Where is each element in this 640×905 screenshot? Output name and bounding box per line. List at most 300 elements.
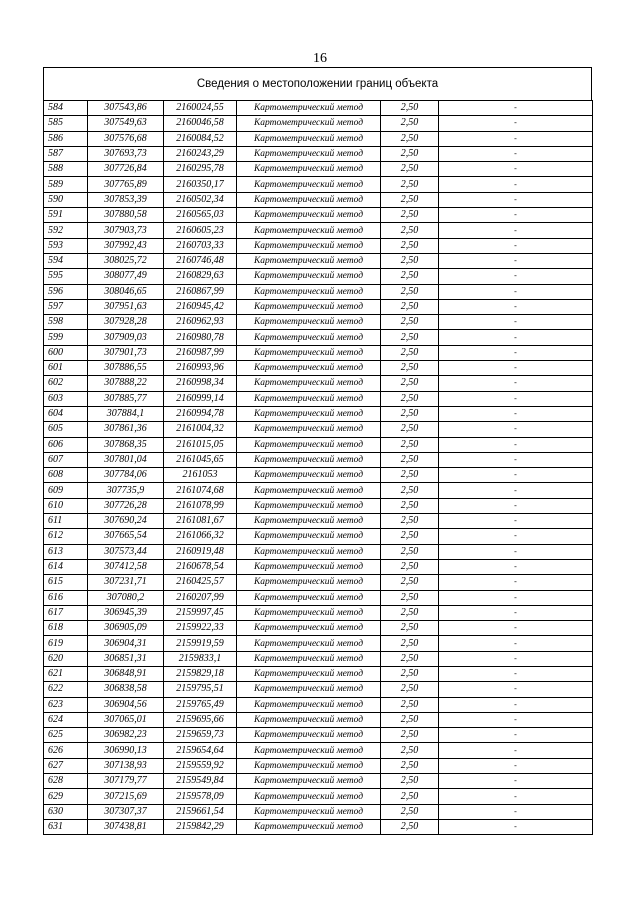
accuracy-cell: 2,50 xyxy=(381,177,439,192)
x-coordinate-cell: 307992,43 xyxy=(88,238,164,253)
y-coordinate-cell: 2159578,09 xyxy=(164,789,237,804)
x-coordinate-cell: 308025,72 xyxy=(88,253,164,268)
x-coordinate-cell: 307884,1 xyxy=(88,406,164,421)
note-cell: - xyxy=(439,514,593,529)
accuracy-cell: 2,50 xyxy=(381,299,439,314)
method-cell: Картометрический метод xyxy=(237,208,381,223)
x-coordinate-cell: 307735,9 xyxy=(88,483,164,498)
x-coordinate-cell: 306982,23 xyxy=(88,728,164,743)
method-cell: Картометрический метод xyxy=(237,315,381,330)
note-cell: - xyxy=(439,330,593,345)
y-coordinate-cell: 2160605,23 xyxy=(164,223,237,238)
table-row xyxy=(44,208,593,223)
note-cell: - xyxy=(439,605,593,620)
table-row xyxy=(44,728,593,743)
y-coordinate-cell: 2160919,48 xyxy=(164,544,237,559)
point-number-cell: 625 xyxy=(44,728,88,743)
point-number-cell: 628 xyxy=(44,774,88,789)
y-coordinate-cell: 2161004,32 xyxy=(164,422,237,437)
point-number-cell: 597 xyxy=(44,299,88,314)
point-number-cell: 605 xyxy=(44,422,88,437)
y-coordinate-cell: 2160993,96 xyxy=(164,361,237,376)
accuracy-cell: 2,50 xyxy=(381,101,439,116)
accuracy-cell: 2,50 xyxy=(381,590,439,605)
accuracy-cell: 2,50 xyxy=(381,468,439,483)
x-coordinate-cell: 307868,35 xyxy=(88,437,164,452)
x-coordinate-cell: 306945,39 xyxy=(88,605,164,620)
method-cell: Картометрический метод xyxy=(237,651,381,666)
table-row xyxy=(44,177,593,192)
table-caption: Сведения о местоположении границ объекта xyxy=(43,67,592,100)
method-cell: Картометрический метод xyxy=(237,483,381,498)
table-row xyxy=(44,315,593,330)
point-number-cell: 595 xyxy=(44,269,88,284)
method-cell: Картометрический метод xyxy=(237,452,381,467)
accuracy-cell: 2,50 xyxy=(381,514,439,529)
accuracy-cell: 2,50 xyxy=(381,544,439,559)
x-coordinate-cell: 306848,91 xyxy=(88,666,164,681)
method-cell: Картометрический метод xyxy=(237,666,381,681)
x-coordinate-cell: 307080,2 xyxy=(88,590,164,605)
x-coordinate-cell: 307138,93 xyxy=(88,758,164,773)
y-coordinate-cell: 2160565,03 xyxy=(164,208,237,223)
point-number-cell: 608 xyxy=(44,468,88,483)
boundary-table-sheet xyxy=(43,67,592,835)
point-number-cell: 586 xyxy=(44,131,88,146)
note-cell: - xyxy=(439,391,593,406)
point-number-cell: 616 xyxy=(44,590,88,605)
method-cell: Картометрический метод xyxy=(237,544,381,559)
accuracy-cell: 2,50 xyxy=(381,330,439,345)
note-cell: - xyxy=(439,376,593,391)
y-coordinate-cell: 2159795,51 xyxy=(164,682,237,697)
y-coordinate-cell: 2161074,68 xyxy=(164,483,237,498)
point-number-cell: 610 xyxy=(44,498,88,513)
y-coordinate-cell: 2159922,33 xyxy=(164,621,237,636)
accuracy-cell: 2,50 xyxy=(381,391,439,406)
point-number-cell: 594 xyxy=(44,253,88,268)
method-cell: Картометрический метод xyxy=(237,192,381,207)
method-cell: Картометрический метод xyxy=(237,101,381,116)
point-number-cell: 607 xyxy=(44,452,88,467)
note-cell: - xyxy=(439,101,593,116)
table-row xyxy=(44,804,593,819)
method-cell: Картометрический метод xyxy=(237,223,381,238)
y-coordinate-cell: 2160046,58 xyxy=(164,116,237,131)
note-cell: - xyxy=(439,284,593,299)
method-cell: Картометрический метод xyxy=(237,789,381,804)
method-cell: Картометрический метод xyxy=(237,621,381,636)
method-cell: Картометрический метод xyxy=(237,605,381,620)
point-number-cell: 611 xyxy=(44,514,88,529)
x-coordinate-cell: 307888,22 xyxy=(88,376,164,391)
y-coordinate-cell: 2160703,33 xyxy=(164,238,237,253)
table-row xyxy=(44,253,593,268)
method-cell: Картометрический метод xyxy=(237,345,381,360)
table-row xyxy=(44,514,593,529)
x-coordinate-cell: 307412,58 xyxy=(88,559,164,574)
table-row xyxy=(44,223,593,238)
y-coordinate-cell: 2160994,78 xyxy=(164,406,237,421)
point-number-cell: 589 xyxy=(44,177,88,192)
method-cell: Картометрический метод xyxy=(237,498,381,513)
x-coordinate-cell: 307307,37 xyxy=(88,804,164,819)
note-cell: - xyxy=(439,361,593,376)
y-coordinate-cell: 2159833,1 xyxy=(164,651,237,666)
accuracy-cell: 2,50 xyxy=(381,712,439,727)
method-cell: Картометрический метод xyxy=(237,758,381,773)
note-cell: - xyxy=(439,758,593,773)
y-coordinate-cell: 2161015,05 xyxy=(164,437,237,452)
accuracy-cell: 2,50 xyxy=(381,743,439,758)
note-cell: - xyxy=(439,269,593,284)
accuracy-cell: 2,50 xyxy=(381,253,439,268)
x-coordinate-cell: 307901,73 xyxy=(88,345,164,360)
y-coordinate-cell: 2160999,14 xyxy=(164,391,237,406)
note-cell: - xyxy=(439,345,593,360)
accuracy-cell: 2,50 xyxy=(381,666,439,681)
accuracy-cell: 2,50 xyxy=(381,728,439,743)
y-coordinate-cell: 2160678,54 xyxy=(164,559,237,574)
accuracy-cell: 2,50 xyxy=(381,223,439,238)
y-coordinate-cell: 2159842,29 xyxy=(164,819,237,834)
table-row xyxy=(44,269,593,284)
note-cell: - xyxy=(439,299,593,314)
x-coordinate-cell: 306838,58 xyxy=(88,682,164,697)
table-row xyxy=(44,116,593,131)
accuracy-cell: 2,50 xyxy=(381,774,439,789)
x-coordinate-cell: 307726,28 xyxy=(88,498,164,513)
y-coordinate-cell: 2161045,65 xyxy=(164,452,237,467)
accuracy-cell: 2,50 xyxy=(381,406,439,421)
x-coordinate-cell: 307885,77 xyxy=(88,391,164,406)
method-cell: Картометрический метод xyxy=(237,131,381,146)
y-coordinate-cell: 2160987,99 xyxy=(164,345,237,360)
note-cell: - xyxy=(439,575,593,590)
y-coordinate-cell: 2160502,34 xyxy=(164,192,237,207)
table-row xyxy=(44,605,593,620)
method-cell: Картометрический метод xyxy=(237,682,381,697)
method-cell: Картометрический метод xyxy=(237,299,381,314)
point-number-cell: 591 xyxy=(44,208,88,223)
note-cell: - xyxy=(439,192,593,207)
method-cell: Картометрический метод xyxy=(237,361,381,376)
note-cell: - xyxy=(439,544,593,559)
table-row xyxy=(44,162,593,177)
table-row xyxy=(44,712,593,727)
x-coordinate-cell: 306851,31 xyxy=(88,651,164,666)
note-cell: - xyxy=(439,559,593,574)
x-coordinate-cell: 307801,04 xyxy=(88,452,164,467)
table-row xyxy=(44,422,593,437)
x-coordinate-cell: 306904,31 xyxy=(88,636,164,651)
y-coordinate-cell: 2159919,59 xyxy=(164,636,237,651)
accuracy-cell: 2,50 xyxy=(381,682,439,697)
x-coordinate-cell: 307665,54 xyxy=(88,529,164,544)
page-number: 16 xyxy=(313,51,327,66)
accuracy-cell: 2,50 xyxy=(381,284,439,299)
note-cell: - xyxy=(439,728,593,743)
y-coordinate-cell: 2160746,48 xyxy=(164,253,237,268)
note-cell: - xyxy=(439,498,593,513)
table-row xyxy=(44,376,593,391)
point-number-cell: 588 xyxy=(44,162,88,177)
y-coordinate-cell: 2159559,92 xyxy=(164,758,237,773)
method-cell: Картометрический метод xyxy=(237,391,381,406)
accuracy-cell: 2,50 xyxy=(381,116,439,131)
note-cell: - xyxy=(439,116,593,131)
point-number-cell: 623 xyxy=(44,697,88,712)
point-number-cell: 600 xyxy=(44,345,88,360)
note-cell: - xyxy=(439,406,593,421)
coordinates-table xyxy=(43,100,593,835)
point-number-cell: 598 xyxy=(44,315,88,330)
x-coordinate-cell: 308077,49 xyxy=(88,269,164,284)
table-row xyxy=(44,621,593,636)
y-coordinate-cell: 2160350,17 xyxy=(164,177,237,192)
accuracy-cell: 2,50 xyxy=(381,162,439,177)
x-coordinate-cell: 307065,01 xyxy=(88,712,164,727)
table-row xyxy=(44,819,593,834)
note-cell: - xyxy=(439,131,593,146)
method-cell: Картометрический метод xyxy=(237,284,381,299)
method-cell: Картометрический метод xyxy=(237,743,381,758)
method-cell: Картометрический метод xyxy=(237,422,381,437)
y-coordinate-cell: 2159659,73 xyxy=(164,728,237,743)
method-cell: Картометрический метод xyxy=(237,636,381,651)
point-number-cell: 596 xyxy=(44,284,88,299)
table-row xyxy=(44,238,593,253)
method-cell: Картометрический метод xyxy=(237,406,381,421)
method-cell: Картометрический метод xyxy=(237,804,381,819)
method-cell: Картометрический метод xyxy=(237,177,381,192)
table-row xyxy=(44,666,593,681)
note-cell: - xyxy=(439,682,593,697)
method-cell: Картометрический метод xyxy=(237,575,381,590)
y-coordinate-cell: 2159997,45 xyxy=(164,605,237,620)
table-row xyxy=(44,697,593,712)
table-row xyxy=(44,468,593,483)
y-coordinate-cell: 2160980,78 xyxy=(164,330,237,345)
accuracy-cell: 2,50 xyxy=(381,131,439,146)
y-coordinate-cell: 2159549,84 xyxy=(164,774,237,789)
method-cell: Картометрический метод xyxy=(237,529,381,544)
x-coordinate-cell: 307853,39 xyxy=(88,192,164,207)
x-coordinate-cell: 308046,65 xyxy=(88,284,164,299)
x-coordinate-cell: 307573,44 xyxy=(88,544,164,559)
accuracy-cell: 2,50 xyxy=(381,437,439,452)
x-coordinate-cell: 307861,36 xyxy=(88,422,164,437)
x-coordinate-cell: 307231,71 xyxy=(88,575,164,590)
x-coordinate-cell: 307903,73 xyxy=(88,223,164,238)
method-cell: Картометрический метод xyxy=(237,728,381,743)
accuracy-cell: 2,50 xyxy=(381,559,439,574)
accuracy-cell: 2,50 xyxy=(381,376,439,391)
method-cell: Картометрический метод xyxy=(237,590,381,605)
table-row xyxy=(44,452,593,467)
y-coordinate-cell: 2160998,34 xyxy=(164,376,237,391)
method-cell: Картометрический метод xyxy=(237,437,381,452)
point-number-cell: 601 xyxy=(44,361,88,376)
accuracy-cell: 2,50 xyxy=(381,636,439,651)
point-number-cell: 592 xyxy=(44,223,88,238)
method-cell: Картометрический метод xyxy=(237,269,381,284)
table-row xyxy=(44,345,593,360)
x-coordinate-cell: 307543,86 xyxy=(88,101,164,116)
x-coordinate-cell: 307576,68 xyxy=(88,131,164,146)
accuracy-cell: 2,50 xyxy=(381,238,439,253)
accuracy-cell: 2,50 xyxy=(381,208,439,223)
note-cell: - xyxy=(439,223,593,238)
accuracy-cell: 2,50 xyxy=(381,452,439,467)
table-row xyxy=(44,437,593,452)
point-number-cell: 614 xyxy=(44,559,88,574)
note-cell: - xyxy=(439,774,593,789)
x-coordinate-cell: 307880,58 xyxy=(88,208,164,223)
note-cell: - xyxy=(439,789,593,804)
y-coordinate-cell: 2159829,18 xyxy=(164,666,237,681)
note-cell: - xyxy=(439,804,593,819)
table-row xyxy=(44,651,593,666)
method-cell: Картометрический метод xyxy=(237,330,381,345)
method-cell: Картометрический метод xyxy=(237,253,381,268)
note-cell: - xyxy=(439,208,593,223)
y-coordinate-cell: 2160207,99 xyxy=(164,590,237,605)
y-coordinate-cell: 2160084,52 xyxy=(164,131,237,146)
note-cell: - xyxy=(439,636,593,651)
point-number-cell: 613 xyxy=(44,544,88,559)
note-cell: - xyxy=(439,743,593,758)
table-row xyxy=(44,146,593,161)
point-number-cell: 603 xyxy=(44,391,88,406)
y-coordinate-cell: 2160962,93 xyxy=(164,315,237,330)
table-row xyxy=(44,131,593,146)
table-row xyxy=(44,590,593,605)
y-coordinate-cell: 2161053 xyxy=(164,468,237,483)
accuracy-cell: 2,50 xyxy=(381,345,439,360)
x-coordinate-cell: 306904,56 xyxy=(88,697,164,712)
method-cell: Картометрический метод xyxy=(237,712,381,727)
point-number-cell: 606 xyxy=(44,437,88,452)
point-number-cell: 624 xyxy=(44,712,88,727)
accuracy-cell: 2,50 xyxy=(381,269,439,284)
note-cell: - xyxy=(439,146,593,161)
x-coordinate-cell: 307886,55 xyxy=(88,361,164,376)
point-number-cell: 621 xyxy=(44,666,88,681)
y-coordinate-cell: 2159654,64 xyxy=(164,743,237,758)
y-coordinate-cell: 2159765,49 xyxy=(164,697,237,712)
table-row xyxy=(44,789,593,804)
point-number-cell: 602 xyxy=(44,376,88,391)
method-cell: Картометрический метод xyxy=(237,697,381,712)
x-coordinate-cell: 306990,13 xyxy=(88,743,164,758)
accuracy-cell: 2,50 xyxy=(381,621,439,636)
x-coordinate-cell: 307693,73 xyxy=(88,146,164,161)
y-coordinate-cell: 2161066,32 xyxy=(164,529,237,544)
point-number-cell: 620 xyxy=(44,651,88,666)
table-row xyxy=(44,636,593,651)
method-cell: Картометрический метод xyxy=(237,376,381,391)
x-coordinate-cell: 307215,69 xyxy=(88,789,164,804)
accuracy-cell: 2,50 xyxy=(381,498,439,513)
y-coordinate-cell: 2160867,99 xyxy=(164,284,237,299)
table-row xyxy=(44,192,593,207)
point-number-cell: 584 xyxy=(44,101,88,116)
y-coordinate-cell: 2159695,66 xyxy=(164,712,237,727)
table-row xyxy=(44,758,593,773)
table-row xyxy=(44,559,593,574)
accuracy-cell: 2,50 xyxy=(381,605,439,620)
point-number-cell: 617 xyxy=(44,605,88,620)
note-cell: - xyxy=(439,697,593,712)
method-cell: Картометрический метод xyxy=(237,162,381,177)
y-coordinate-cell: 2160295,78 xyxy=(164,162,237,177)
y-coordinate-cell: 2160024,55 xyxy=(164,101,237,116)
accuracy-cell: 2,50 xyxy=(381,192,439,207)
x-coordinate-cell: 307784,06 xyxy=(88,468,164,483)
point-number-cell: 622 xyxy=(44,682,88,697)
method-cell: Картометрический метод xyxy=(237,514,381,529)
note-cell: - xyxy=(439,590,593,605)
point-number-cell: 604 xyxy=(44,406,88,421)
y-coordinate-cell: 2159661,54 xyxy=(164,804,237,819)
table-row xyxy=(44,682,593,697)
point-number-cell: 612 xyxy=(44,529,88,544)
table-row xyxy=(44,406,593,421)
x-coordinate-cell: 307928,28 xyxy=(88,315,164,330)
table-row xyxy=(44,529,593,544)
method-cell: Картометрический метод xyxy=(237,116,381,131)
x-coordinate-cell: 307438,81 xyxy=(88,819,164,834)
point-number-cell: 587 xyxy=(44,146,88,161)
note-cell: - xyxy=(439,177,593,192)
point-number-cell: 631 xyxy=(44,819,88,834)
point-number-cell: 599 xyxy=(44,330,88,345)
x-coordinate-cell: 306905,09 xyxy=(88,621,164,636)
table-row xyxy=(44,774,593,789)
table-row xyxy=(44,361,593,376)
accuracy-cell: 2,50 xyxy=(381,651,439,666)
method-cell: Картометрический метод xyxy=(237,146,381,161)
point-number-cell: 593 xyxy=(44,238,88,253)
method-cell: Картометрический метод xyxy=(237,774,381,789)
note-cell: - xyxy=(439,468,593,483)
note-cell: - xyxy=(439,437,593,452)
y-coordinate-cell: 2160945,42 xyxy=(164,299,237,314)
accuracy-cell: 2,50 xyxy=(381,361,439,376)
point-number-cell: 629 xyxy=(44,789,88,804)
x-coordinate-cell: 307690,24 xyxy=(88,514,164,529)
x-coordinate-cell: 307549,63 xyxy=(88,116,164,131)
point-number-cell: 590 xyxy=(44,192,88,207)
note-cell: - xyxy=(439,529,593,544)
method-cell: Картометрический метод xyxy=(237,819,381,834)
method-cell: Картометрический метод xyxy=(237,559,381,574)
x-coordinate-cell: 307179,77 xyxy=(88,774,164,789)
table-row xyxy=(44,575,593,590)
accuracy-cell: 2,50 xyxy=(381,758,439,773)
note-cell: - xyxy=(439,483,593,498)
note-cell: - xyxy=(439,315,593,330)
point-number-cell: 618 xyxy=(44,621,88,636)
point-number-cell: 619 xyxy=(44,636,88,651)
point-number-cell: 615 xyxy=(44,575,88,590)
accuracy-cell: 2,50 xyxy=(381,315,439,330)
accuracy-cell: 2,50 xyxy=(381,819,439,834)
note-cell: - xyxy=(439,621,593,636)
accuracy-cell: 2,50 xyxy=(381,789,439,804)
note-cell: - xyxy=(439,162,593,177)
